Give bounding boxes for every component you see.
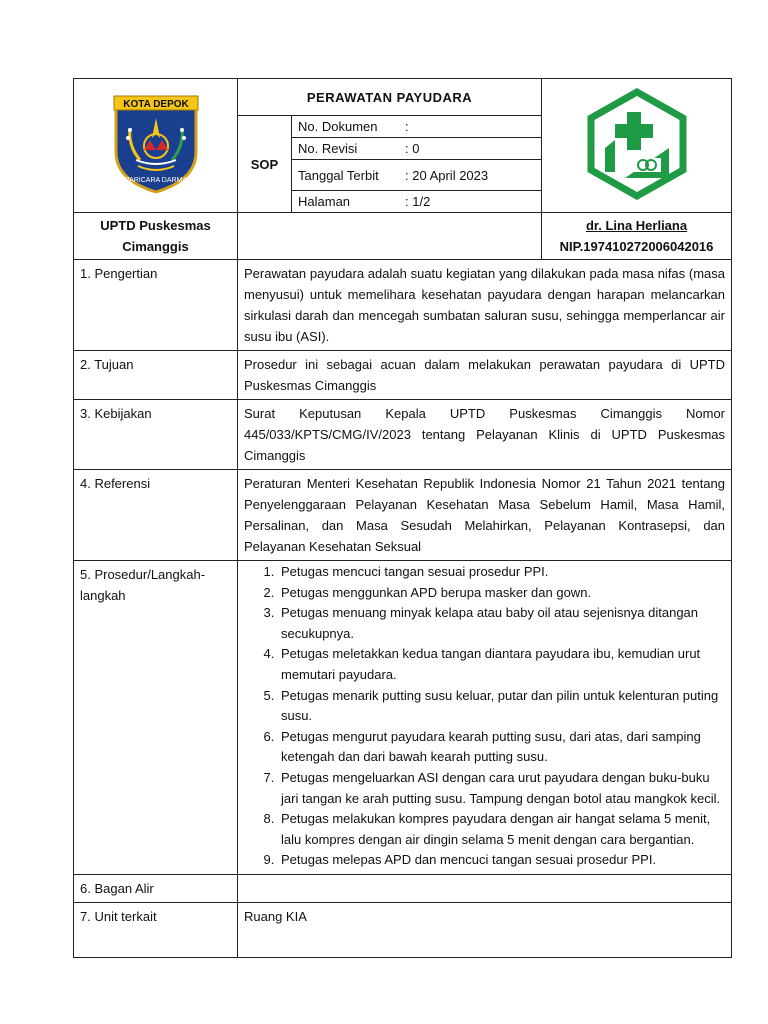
section-text-bagan-alir (238, 874, 732, 902)
meta-key: Tanggal Terbit (292, 160, 399, 191)
section-steps-cell (238, 561, 732, 875)
section-text-referensi: Peraturan Menteri Kesehatan Republik Indonesia Nomor 21 Tahun 2021 tentang Penyelenggaraan Pelayanan Kesehatan Masa Sebelum Hamil, Masa Hamil, Persalinan, dan Masa Sesudah Melahirkan, Pelayanan Kontrasepsi, dan Pelayanan Kesehatan Seksual (238, 470, 732, 561)
section-label-kebijakan: 3. Kebijakan (74, 400, 238, 470)
procedure-step: 9. Petugas melepas APD dan mencuci tangan sesuai prosedur PPI. (278, 850, 725, 871)
blank-cell (238, 213, 542, 260)
section-text-kebijakan: Surat Keputusan Kepala UPTD Puskesmas Cimanggis Nomor 445/033/KPTS/CMG/IV/2023 tentang Pelayanan Klinis di UPTD Puskesmas Cimanggis (238, 400, 732, 470)
puskesmas-logo-cell (542, 79, 732, 213)
section-text-unit-terkait: Ruang KIA (238, 902, 732, 957)
procedure-step: 5. Petugas menarik putting susu keluar, putar dan pilin untuk kelenturan puting susu. (278, 686, 725, 727)
meta-value: : 0 (399, 138, 541, 160)
kota-depok-emblem-icon (110, 94, 202, 194)
section-row (74, 351, 732, 400)
document-meta-table (292, 116, 541, 212)
logo-motto-text: PARICARA DARMA (124, 177, 187, 184)
section-text-pengertian: Perawatan payudara adalah suatu kegiatan yang dilakukan pada masa nifas (masa menyusui) untuk memelihara kesehatan payudara dengan harapan melancarkan sirkulasi darah dan mencegah sumbatan saluran susu, sehingga memperlancar air susu ibu (ASI). (238, 260, 732, 351)
section-label-bagan-alir: 6. Bagan Alir (74, 874, 238, 902)
sop-table (73, 78, 732, 958)
meta-row (292, 138, 541, 160)
procedure-step: 1. Petugas mencuci tangan sesuai prosedur PPI. (278, 562, 725, 583)
meta-value: : (399, 116, 541, 138)
meta-row (292, 116, 541, 138)
signer-cell (542, 213, 732, 260)
document-meta-cell (292, 116, 542, 213)
section-text-tujuan: Prosedur ini sebagai acuan dalam melakukan perawatan payudara di UPTD Puskesmas Cimanggis (238, 351, 732, 400)
procedure-step: 7. Petugas mengeluarkan ASI dengan cara urut payudara dengan buku-buku jari tangan ke arah putting susu. Tampung dengan botol atau mangkok kecil. (278, 768, 725, 809)
section-label-unit-terkait: 7. Unit terkait (74, 902, 238, 957)
section-row (74, 400, 732, 470)
section-row (74, 260, 732, 351)
signer-name: dr. Lina Herliana (585, 218, 688, 233)
unit-name-line1: UPTD Puskesmas (100, 218, 211, 233)
signer-nip: NIP.197410272006042016 (559, 239, 714, 254)
meta-key: Halaman (298, 194, 351, 209)
section-row (74, 561, 732, 875)
unit-name-line2: Cimanggis (122, 239, 189, 254)
meta-key: No. Dokumen (292, 116, 399, 138)
kota-depok-logo-cell (74, 79, 238, 213)
procedure-step: 4. Petugas meletakkan kedua tangan diantara payudara ibu, kemudian urut memutari payudara. (278, 644, 725, 685)
sop-document (73, 78, 731, 958)
meta-row (292, 160, 541, 191)
section-label-prosedur: 5. Prosedur/Langkah-langkah (74, 561, 238, 875)
meta-key: No. Revisi (292, 138, 399, 160)
sop-label: SOP (238, 116, 292, 213)
meta-value: : 20 April 2023 (399, 160, 541, 191)
section-row (74, 874, 732, 902)
procedure-step: 2. Petugas menggunkan APD berupa masker dan gown. (278, 583, 725, 604)
section-label-tujuan: 2. Tujuan (74, 351, 238, 400)
meta-row (292, 191, 541, 213)
procedure-step: 8. Petugas melakukan kompres payudara dengan air hangat selama 5 menit, lalu kompres dengan air dingin selama 5 menit dengan cara bergantian. (278, 809, 725, 850)
unit-name-cell (74, 213, 238, 260)
section-label-pengertian: 1. Pengertian (74, 260, 238, 351)
section-row (74, 902, 732, 957)
document-title: PERAWATAN PAYUDARA (238, 79, 542, 116)
section-label-referensi: 4. Referensi (74, 470, 238, 561)
procedure-steps-list (238, 561, 731, 874)
puskesmas-cross-house-icon (585, 88, 689, 200)
procedure-step: 3. Petugas menuang minyak kelapa atau baby oil atau sejenisnya ditangan secukupnya. (278, 603, 725, 644)
logo-banner-text: KOTA DEPOK (122, 99, 189, 110)
procedure-step: 6. Petugas mengurut payudara kearah putting susu, dari atas, dari samping ketengah dan dari bawah kearah putting susu. (278, 727, 725, 768)
meta-value: : 1/2 (405, 194, 431, 209)
section-row (74, 470, 732, 561)
